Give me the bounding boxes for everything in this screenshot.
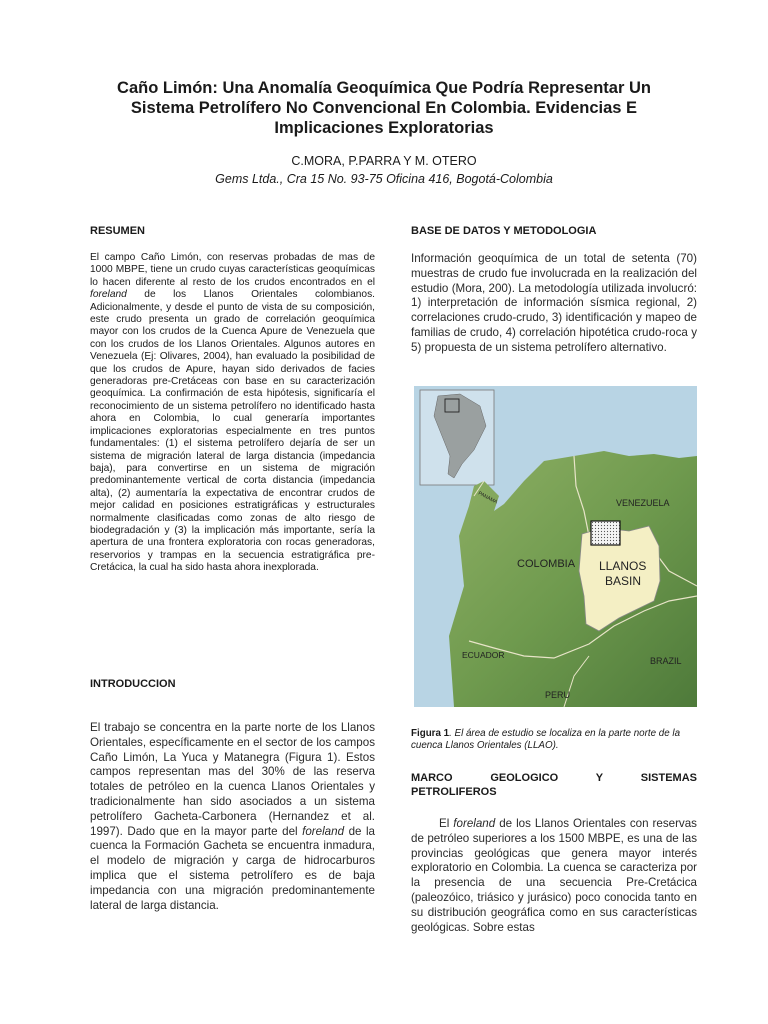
label-brazil: BRAZIL xyxy=(650,656,682,666)
figure-caption: Figura 1. El área de estudio se localiza en la parte norte de la cuenca Llanos Orientales (LLAO). xyxy=(411,728,681,751)
study-area-box xyxy=(591,521,620,545)
introduccion-heading: INTRODUCCION xyxy=(90,678,176,690)
marco-heading-line2: PETROLIFEROS xyxy=(411,786,497,798)
base-datos-heading: BASE DE DATOS Y METODOLOGIA xyxy=(411,225,597,237)
label-colombia: COLOMBIA xyxy=(517,558,576,570)
label-ecuador: ECUADOR xyxy=(462,650,505,660)
resumen-paragraph: El campo Caño Limón, con reservas probadas de mas de 1000 MBPE, tiene un crudo cuyas características geoquímicas lo hacen diferente al resto de los crudos encontrados en el foreland de los Llanos Orientales colombianos. Adicionalmente, y desde el punto de vista de su composición, este crudo presenta un grado de correlación geoquímica mayor con los crudos de la Cuenca Apure de Venezuela que con los crudos de los Llanos Orientales. Algunos autores en Venezuela (Ej: Olivares, 2004), han evaluado la posibilidad de que los crudos de Apure, hayan sido derivados de facies generadoras pre-Cretáceas con base en su caracterización geoquímica. La confirmación de esta hipótesis, significaría el reconocimiento de un sistema petrolífero no identificado hasta ahora en Colombia, lo cual generaría importantes implicaciones exploratorias especialmente en tres puntos fundamentales: (1) el sistema petrolífero dejaría de ser un sistema de migración lateral de larga distancia (impedancia baja), para convertirse en un sistema de migración predominantemente vertical de corta distancia (impedancia alta), (2) aumentaría la expectativa de encontrar crudos de mejor calidad en posiciones estratigráficas y estructurales normalmente clasificadas como zonas de alto riesgo de biodegradación y (3) la implicación más importante, sería la apertura de una frontera exploratoria con rocas generadoras, reservorios y trampas en la secuencia estratigráfica pre-Cretácica, la cual ha sido hasta ahora inexplorada. xyxy=(90,252,375,574)
label-peru: PERU xyxy=(545,690,571,700)
label-panama: PANAMA xyxy=(477,490,499,506)
resumen-heading: RESUMEN xyxy=(90,225,146,237)
paper-title: Caño Limón: Una Anomalía Geoquímica Que Podría Representar Un Sistema Petrolífero No Convencional En Colombia. Evidencias E Implicaciones Exploratorias xyxy=(117,79,651,137)
study-area-map xyxy=(414,386,697,707)
affiliation: Gems Ltda., Cra 15 No. 93-75 Oficina 416, Bogotá-Colombia xyxy=(215,172,553,186)
authors: C.MORA, P.PARRA Y M. OTERO xyxy=(291,154,477,168)
introduccion-paragraph: El trabajo se concentra en la parte norte de los Llanos Orientales, específicamente en el sector de los campos Caño Limón, La Yuca y Matanegra (Figura 1). Estos campos representan mas del 30% de las reserva totales de petróleo en la cuenca Llanos Orientales y tradicionalmente han sido asociados a un sistema petrolífero Gacheta-Carbonera (Hernandez et al. 1997). Dado que en la mayor parte del foreland de la cuenca la Formación Gacheta se encuentra inmadura, el modelo de migración y carga de hidrocarburos implica que el sistema petrolífero es de baja impedancia con una migración predominantemente lateral de larga distancia. xyxy=(90,721,375,912)
label-llanos: LLANOS xyxy=(599,559,647,573)
marco-heading: MARCO GEOLOGICO Y SISTEMAS xyxy=(411,772,697,784)
label-venezuela: VENEZUELA xyxy=(616,498,670,508)
base-datos-paragraph: Información geoquímica de un total de setenta (70) muestras de crudo fue involucrada en la realización del estudio (Mora, 200). La metodología utilizada involucró: 1) interpretación de información sísmica regional, 2) correlaciones crudo-crudo, 3) identificación y mapeo de familias de crudo, 4) correlación hipotética crudo-roca y 5) propuesta de un sistema petrolífero alternativo. xyxy=(411,252,697,354)
label-basin: BASIN xyxy=(605,574,642,588)
marco-paragraph: El foreland de los Llanos Orientales con reservas de petróleo superiores a los 1500 MBPE, es una de las provincias geológicas que genera mayor interés exploratorio en Colombia. La cuenca se caracteriza por la presencia de una secuencia Pre-Cretácica (paleozóico, triásico y jurásico) poco conocida tanto en su distribución geográfica como en sus características geológicas. Sobre estas xyxy=(411,817,697,934)
